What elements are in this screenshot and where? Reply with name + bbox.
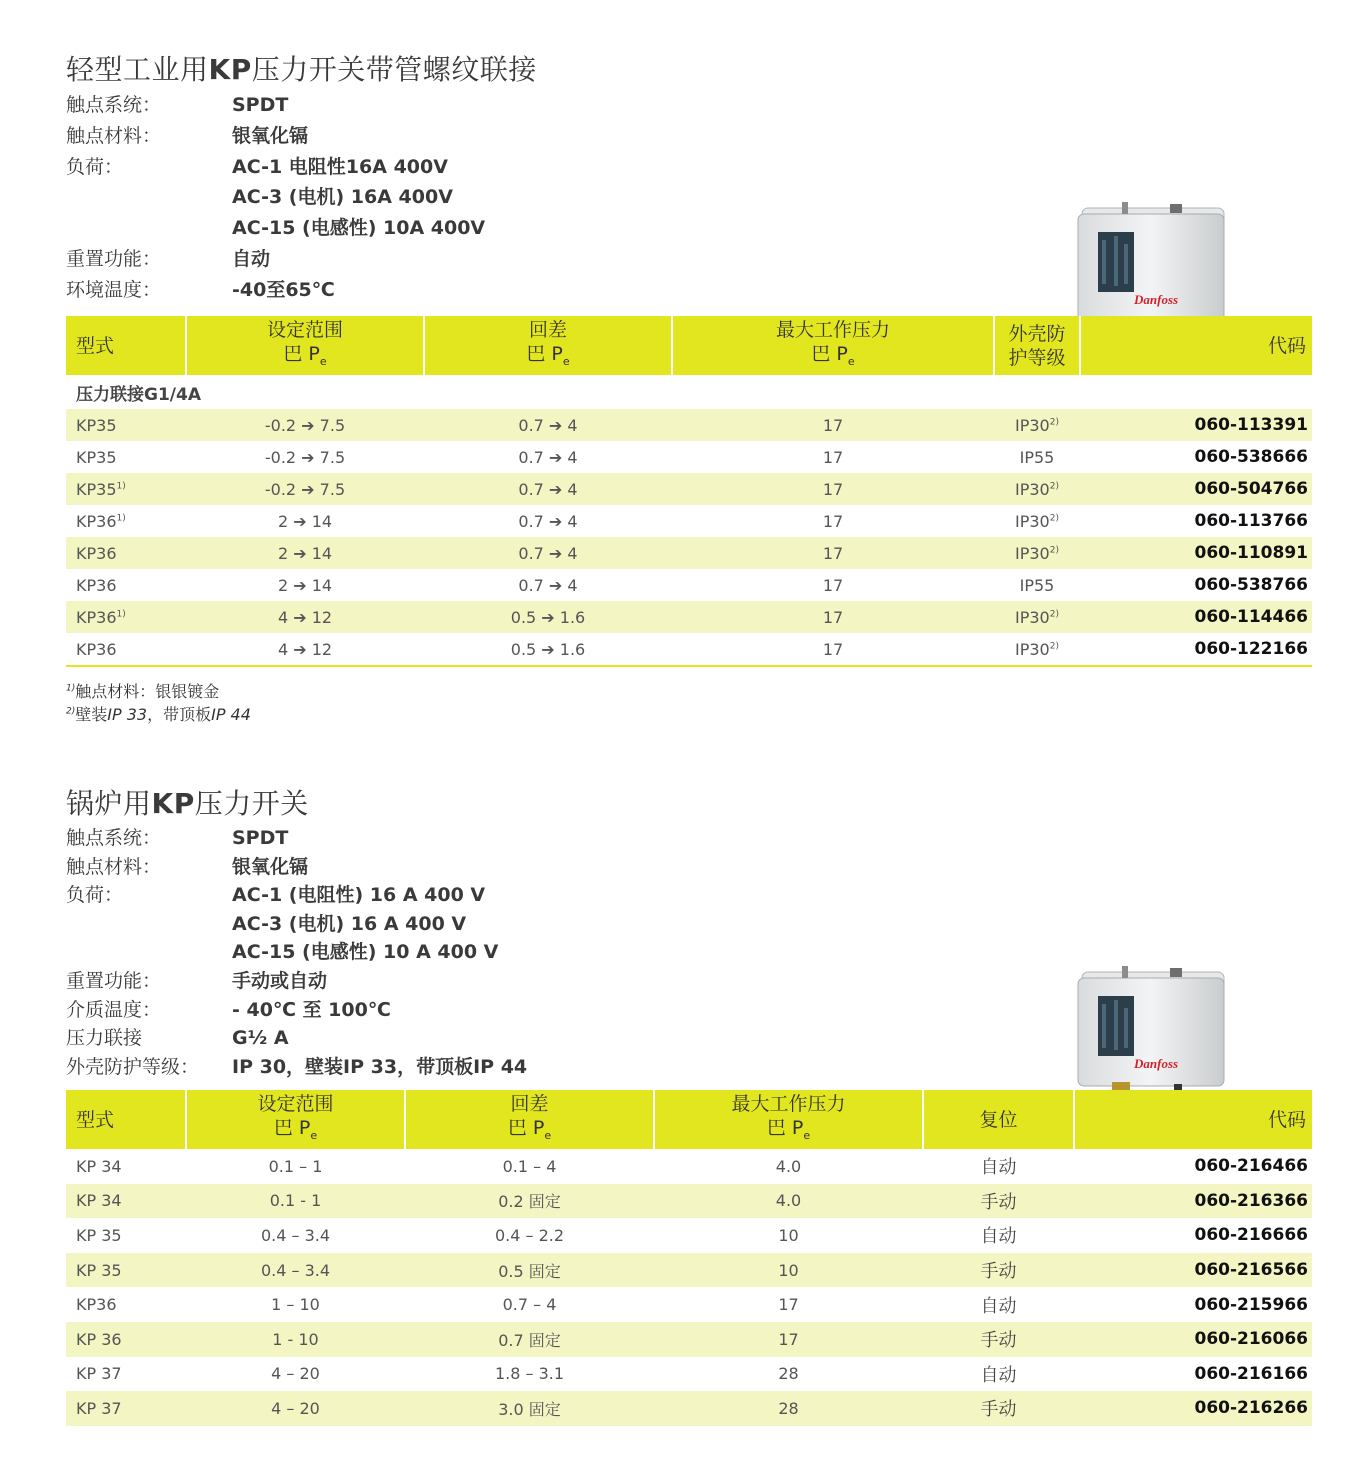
table-row — [66, 537, 1312, 569]
cell-range: 1 - 10 — [186, 1322, 405, 1357]
cell-range: 0.4 – 3.4 — [260, 1225, 331, 1245]
cell-type: KP 37 — [76, 1364, 122, 1384]
col-header-differential: 回差 巴 $P_e$ — [424, 316, 672, 375]
cell-differential: 0.5 ➔ 1.6 — [510, 639, 586, 659]
cell-differential: 1.8 – 3.1 — [494, 1364, 565, 1384]
cell-differential: 0.5 ➔ 1.6 — [424, 601, 672, 633]
cell-range: 2 ➔ 14 — [277, 511, 333, 531]
group-label: 压力联接G1/4A — [76, 384, 201, 405]
section1-title — [66, 50, 1312, 90]
spec-value: -40至65℃ — [232, 278, 335, 301]
spec-row — [66, 90, 1312, 121]
cell-type: KP 37 — [66, 1391, 186, 1426]
col-header-range: 设定范围 巴 $P_e$ — [186, 316, 424, 375]
spec-key: 外壳防护等级： — [66, 1055, 200, 1078]
footnote-mark: 1) — [66, 683, 76, 694]
spec-value: AC-3 (电机) 16A 400V — [232, 186, 453, 209]
cell-max-pressure: 17 — [672, 537, 994, 569]
section2-title — [66, 784, 1312, 824]
spec-value: - 40℃ 至 100℃ — [232, 998, 391, 1021]
cell-code: 060-216266 — [1074, 1391, 1312, 1426]
cell-max-pressure: 17 — [672, 409, 994, 441]
cell-differential: 3.0 固定 — [405, 1391, 654, 1426]
cell-max-pressure: 10 — [654, 1253, 923, 1288]
spec-key: 环境温度： — [66, 278, 162, 301]
spec-value: 银氧化镉 — [232, 855, 309, 878]
spec-key: 触点系统： — [66, 827, 162, 849]
table-row — [66, 1391, 1312, 1426]
cell-type: KP 34 — [76, 1156, 122, 1176]
footnote-mark: 1) — [116, 481, 126, 492]
ip-text: IP55 — [1019, 575, 1055, 595]
title-part-bold: KP — [151, 787, 195, 820]
cell-reset: 手动 — [923, 1391, 1074, 1426]
cell-reset: 自动 — [980, 1295, 1017, 1317]
cell-reset: 自动 — [980, 1226, 1017, 1248]
spec-key — [66, 938, 232, 967]
cell-max-pressure: 17 — [672, 601, 994, 633]
group-row — [66, 375, 1312, 409]
cell-type — [66, 505, 186, 537]
cell-code: 060-504766 — [1080, 473, 1312, 505]
cell-max-pressure: 17 — [822, 447, 844, 467]
spec-value: 银氧化镉 — [232, 124, 309, 147]
spec-row — [66, 910, 1312, 939]
table-row — [66, 601, 1312, 633]
col-header-differential: 回差 巴 $P_e$ — [405, 1090, 654, 1149]
cell-range: 0.4 – 3.4 — [186, 1253, 405, 1288]
cell-range: 2 ➔ 14 — [186, 537, 424, 569]
cell-range: 4 ➔ 12 — [186, 601, 424, 633]
table-bottom-rule — [66, 665, 1312, 667]
footnote-mark: 2) — [1049, 417, 1059, 428]
cell-range: -0.2 ➔ 7.5 — [186, 473, 424, 505]
footnote-text-italic: IP 44 — [211, 705, 251, 724]
table-row — [66, 505, 1312, 537]
cell-code: 060-113391 — [1080, 409, 1312, 441]
table-row — [66, 1287, 1312, 1322]
spec-value: 自动 — [232, 247, 271, 270]
spec-value: AC-15 (电感性) 10A 400V — [232, 217, 486, 240]
ip-text: IP30 — [1015, 511, 1050, 531]
cell-max-pressure: 4.0 — [775, 1156, 802, 1176]
cell-type: KP 36 — [66, 1322, 186, 1357]
ip-text: IP55 — [1019, 447, 1055, 467]
cell-code: 060-216466 — [1194, 1156, 1308, 1177]
table-row — [66, 409, 1312, 441]
footnote-mark: 1) — [116, 513, 126, 524]
footnote — [66, 680, 251, 703]
cell-max-pressure: 17 — [822, 511, 844, 531]
cell-range: 1 – 10 — [271, 1295, 320, 1315]
col-header-type: 型式 — [66, 316, 186, 375]
cell-type — [66, 409, 186, 441]
title-part: 压力开关 — [194, 787, 309, 820]
spec-value: AC-1 电阻性16A 400V — [232, 155, 448, 178]
type-text: KP36 — [76, 639, 117, 659]
cell-max-pressure: 17 — [672, 473, 994, 505]
table-row — [66, 633, 1312, 665]
cell-type — [66, 537, 186, 569]
cell-code: 060-110891 — [1080, 537, 1312, 569]
spec-key — [66, 182, 232, 213]
spec-row — [66, 853, 1312, 882]
spec-value: SPDT — [232, 94, 289, 116]
cell-differential: 0.7 ➔ 4 — [424, 409, 672, 441]
type-text: KP35 — [76, 447, 117, 467]
spec-key: 介质温度： — [66, 998, 162, 1021]
cell-code: 060-122166 — [1194, 639, 1308, 659]
cell-code: 060-114466 — [1080, 601, 1312, 633]
spec-key — [66, 910, 232, 939]
footnote-mark: 2) — [1049, 609, 1059, 620]
spec-value: G½ A — [232, 1027, 289, 1050]
spec-key: 负荷： — [66, 155, 124, 178]
cell-range: 4 – 20 — [186, 1391, 405, 1426]
cell-reset: 手动 — [923, 1184, 1074, 1219]
cell-type — [66, 569, 186, 601]
cell-enclosure — [994, 537, 1080, 569]
cell-enclosure — [994, 569, 1080, 601]
footnote-mark: 2) — [1049, 545, 1059, 556]
col-header-code: 代码 — [1080, 316, 1312, 375]
cell-max-pressure: 28 — [778, 1364, 799, 1384]
footnotes — [66, 680, 251, 726]
footnote-text: ，带顶板 — [147, 705, 212, 724]
col-header-enclosure: 外壳防 护等级 — [994, 316, 1080, 375]
table-2-wrapper — [66, 1090, 1312, 1426]
danfoss-logo: Danfoss — [1134, 1056, 1179, 1071]
ip-text: IP30 — [1015, 543, 1050, 563]
table-1-wrapper — [66, 316, 1312, 667]
footnote-mark: 2) — [1049, 641, 1059, 652]
cell-range: 0.1 – 1 — [268, 1156, 323, 1176]
cell-code: 060-216366 — [1074, 1184, 1312, 1219]
cell-enclosure — [994, 505, 1080, 537]
type-text: KP36 — [76, 511, 117, 531]
cell-enclosure — [994, 601, 1080, 633]
product-table-1 — [66, 316, 1312, 665]
cell-max-pressure: 4.0 — [654, 1184, 923, 1219]
cell-enclosure — [994, 409, 1080, 441]
cell-range: 4 – 20 — [271, 1364, 320, 1384]
spec-value: SPDT — [232, 827, 289, 849]
cell-type — [66, 601, 186, 633]
spec-key: 触点材料： — [66, 124, 162, 147]
title-part: 压力开关带管螺纹联接 — [251, 53, 537, 86]
footnote-text: 壁装 — [75, 705, 108, 724]
type-text: KP36 — [76, 575, 117, 595]
cell-range: 2 ➔ 14 — [277, 575, 333, 595]
cell-type — [66, 633, 186, 665]
ip-text: IP30 — [1015, 639, 1050, 659]
title-part: 轻型工业用 — [66, 53, 209, 86]
cell-code: 060-215966 — [1194, 1294, 1308, 1315]
cell-differential: 0.7 – 4 — [502, 1295, 557, 1315]
table-row — [66, 1149, 1312, 1184]
footnote-mark: 1) — [116, 609, 126, 620]
type-text: KP36 — [76, 607, 117, 627]
col-header-reset: 复位 — [923, 1090, 1074, 1149]
type-text: KP36 — [76, 543, 117, 563]
cell-type: KP36 — [76, 1295, 117, 1315]
col-header-max-pressure: 最大工作压力 巴 $P_e$ — [654, 1090, 923, 1149]
cell-reset: 手动 — [923, 1253, 1074, 1288]
col-header-max-pressure: 最大工作压力 巴 $P_e$ — [672, 316, 994, 375]
cell-differential: 0.7 ➔ 4 — [518, 511, 578, 531]
footnote-mark: 2) — [1049, 513, 1059, 524]
cell-range: 0.1 - 1 — [186, 1184, 405, 1219]
cell-reset: 自动 — [980, 1157, 1017, 1179]
spec-key: 压力联接 — [66, 1027, 143, 1050]
cell-code: 060-216166 — [1194, 1363, 1308, 1384]
cell-max-pressure: 17 — [654, 1322, 923, 1357]
col-header-range: 设定范围 巴 $P_e$ — [186, 1090, 405, 1149]
spec-row — [66, 121, 1312, 152]
cell-code: 060-538666 — [1194, 447, 1308, 467]
title-part: 锅炉用 — [66, 787, 152, 820]
cell-code: 060-113766 — [1194, 511, 1308, 531]
cell-enclosure — [994, 473, 1080, 505]
ip-text: IP30 — [1015, 479, 1050, 499]
cell-max-pressure: 17 — [822, 639, 844, 659]
cell-type: KP 34 — [66, 1184, 186, 1219]
table-row — [66, 569, 1312, 601]
spec-value: 手动或自动 — [232, 969, 328, 992]
spec-key — [66, 213, 232, 244]
cell-differential: 0.1 – 4 — [502, 1156, 557, 1176]
cell-reset: 自动 — [980, 1364, 1017, 1386]
cell-differential: 0.7 ➔ 4 — [424, 473, 672, 505]
cell-enclosure — [994, 441, 1080, 473]
spec-value: AC-15 (电感性) 10 A 400 V — [232, 941, 499, 964]
cell-range: -0.2 ➔ 7.5 — [264, 447, 346, 467]
cell-type — [66, 441, 186, 473]
cell-type: KP 35 — [66, 1253, 186, 1288]
spec-key: 重置功能： — [66, 247, 162, 270]
spec-value: AC-3 (电机) 16 A 400 V — [232, 912, 467, 935]
cell-range: 4 ➔ 12 — [277, 639, 333, 659]
danfoss-logo: Danfoss — [1134, 292, 1179, 307]
footnote-mark: 2) — [1049, 481, 1059, 492]
cell-max-pressure: 17 — [778, 1295, 799, 1315]
spec-value: AC-1 (电阻性) 16 A 400 V — [232, 884, 486, 907]
cell-type: KP 35 — [76, 1225, 122, 1245]
cell-max-pressure: 10 — [778, 1225, 799, 1245]
footnote-mark: 2) — [66, 706, 76, 717]
cell-code: 060-538766 — [1194, 575, 1308, 595]
spec-value: IP 30，壁装IP 33，带顶板IP 44 — [232, 1055, 528, 1078]
footnote-text-italic: IP 33 — [107, 705, 148, 724]
ip-text: IP30 — [1015, 607, 1050, 627]
cell-differential: 0.7 ➔ 4 — [518, 575, 578, 595]
cell-type — [66, 473, 186, 505]
cell-code: 060-216066 — [1074, 1322, 1312, 1357]
spec-row — [66, 938, 1312, 967]
spec-row — [66, 152, 1312, 183]
spec-key: 重置功能： — [66, 969, 162, 992]
cell-differential: 0.7 ➔ 4 — [518, 447, 578, 467]
cell-enclosure — [994, 633, 1080, 665]
spec-row — [66, 824, 1312, 853]
cell-differential: 0.7 ➔ 4 — [424, 537, 672, 569]
col-header-type: 型式 — [66, 1090, 186, 1149]
cell-max-pressure: 28 — [654, 1391, 923, 1426]
spec-key: 触点材料： — [66, 855, 162, 878]
ip-text: IP30 — [1015, 415, 1050, 435]
col-header-code: 代码 — [1074, 1090, 1312, 1149]
footnote-text: 触点材料：银银镀金 — [75, 682, 220, 701]
cell-differential: 0.7 固定 — [405, 1322, 654, 1357]
spec-key: 触点系统： — [66, 94, 162, 116]
table-row — [66, 1184, 1312, 1219]
cell-reset: 手动 — [923, 1322, 1074, 1357]
product-table-2 — [66, 1090, 1312, 1426]
cell-differential: 0.4 – 2.2 — [494, 1225, 565, 1245]
table-row — [66, 1357, 1312, 1392]
table-row — [66, 473, 1312, 505]
spec-row — [66, 881, 1312, 910]
table-row — [66, 1218, 1312, 1253]
cell-max-pressure: 17 — [822, 575, 844, 595]
type-text: KP35 — [76, 415, 117, 435]
cell-range: -0.2 ➔ 7.5 — [186, 409, 424, 441]
spec-key: 负荷： — [66, 884, 124, 907]
cell-differential: 0.5 固定 — [405, 1253, 654, 1288]
cell-code: 060-216666 — [1194, 1225, 1308, 1246]
title-part-bold: KP — [208, 53, 252, 86]
table-row — [66, 1253, 1312, 1288]
table-row — [66, 1322, 1312, 1357]
cell-differential: 0.2 固定 — [405, 1184, 654, 1219]
cell-code: 060-216566 — [1074, 1253, 1312, 1288]
table-row — [66, 441, 1312, 473]
footnote — [66, 703, 251, 726]
type-text: KP35 — [76, 479, 117, 499]
